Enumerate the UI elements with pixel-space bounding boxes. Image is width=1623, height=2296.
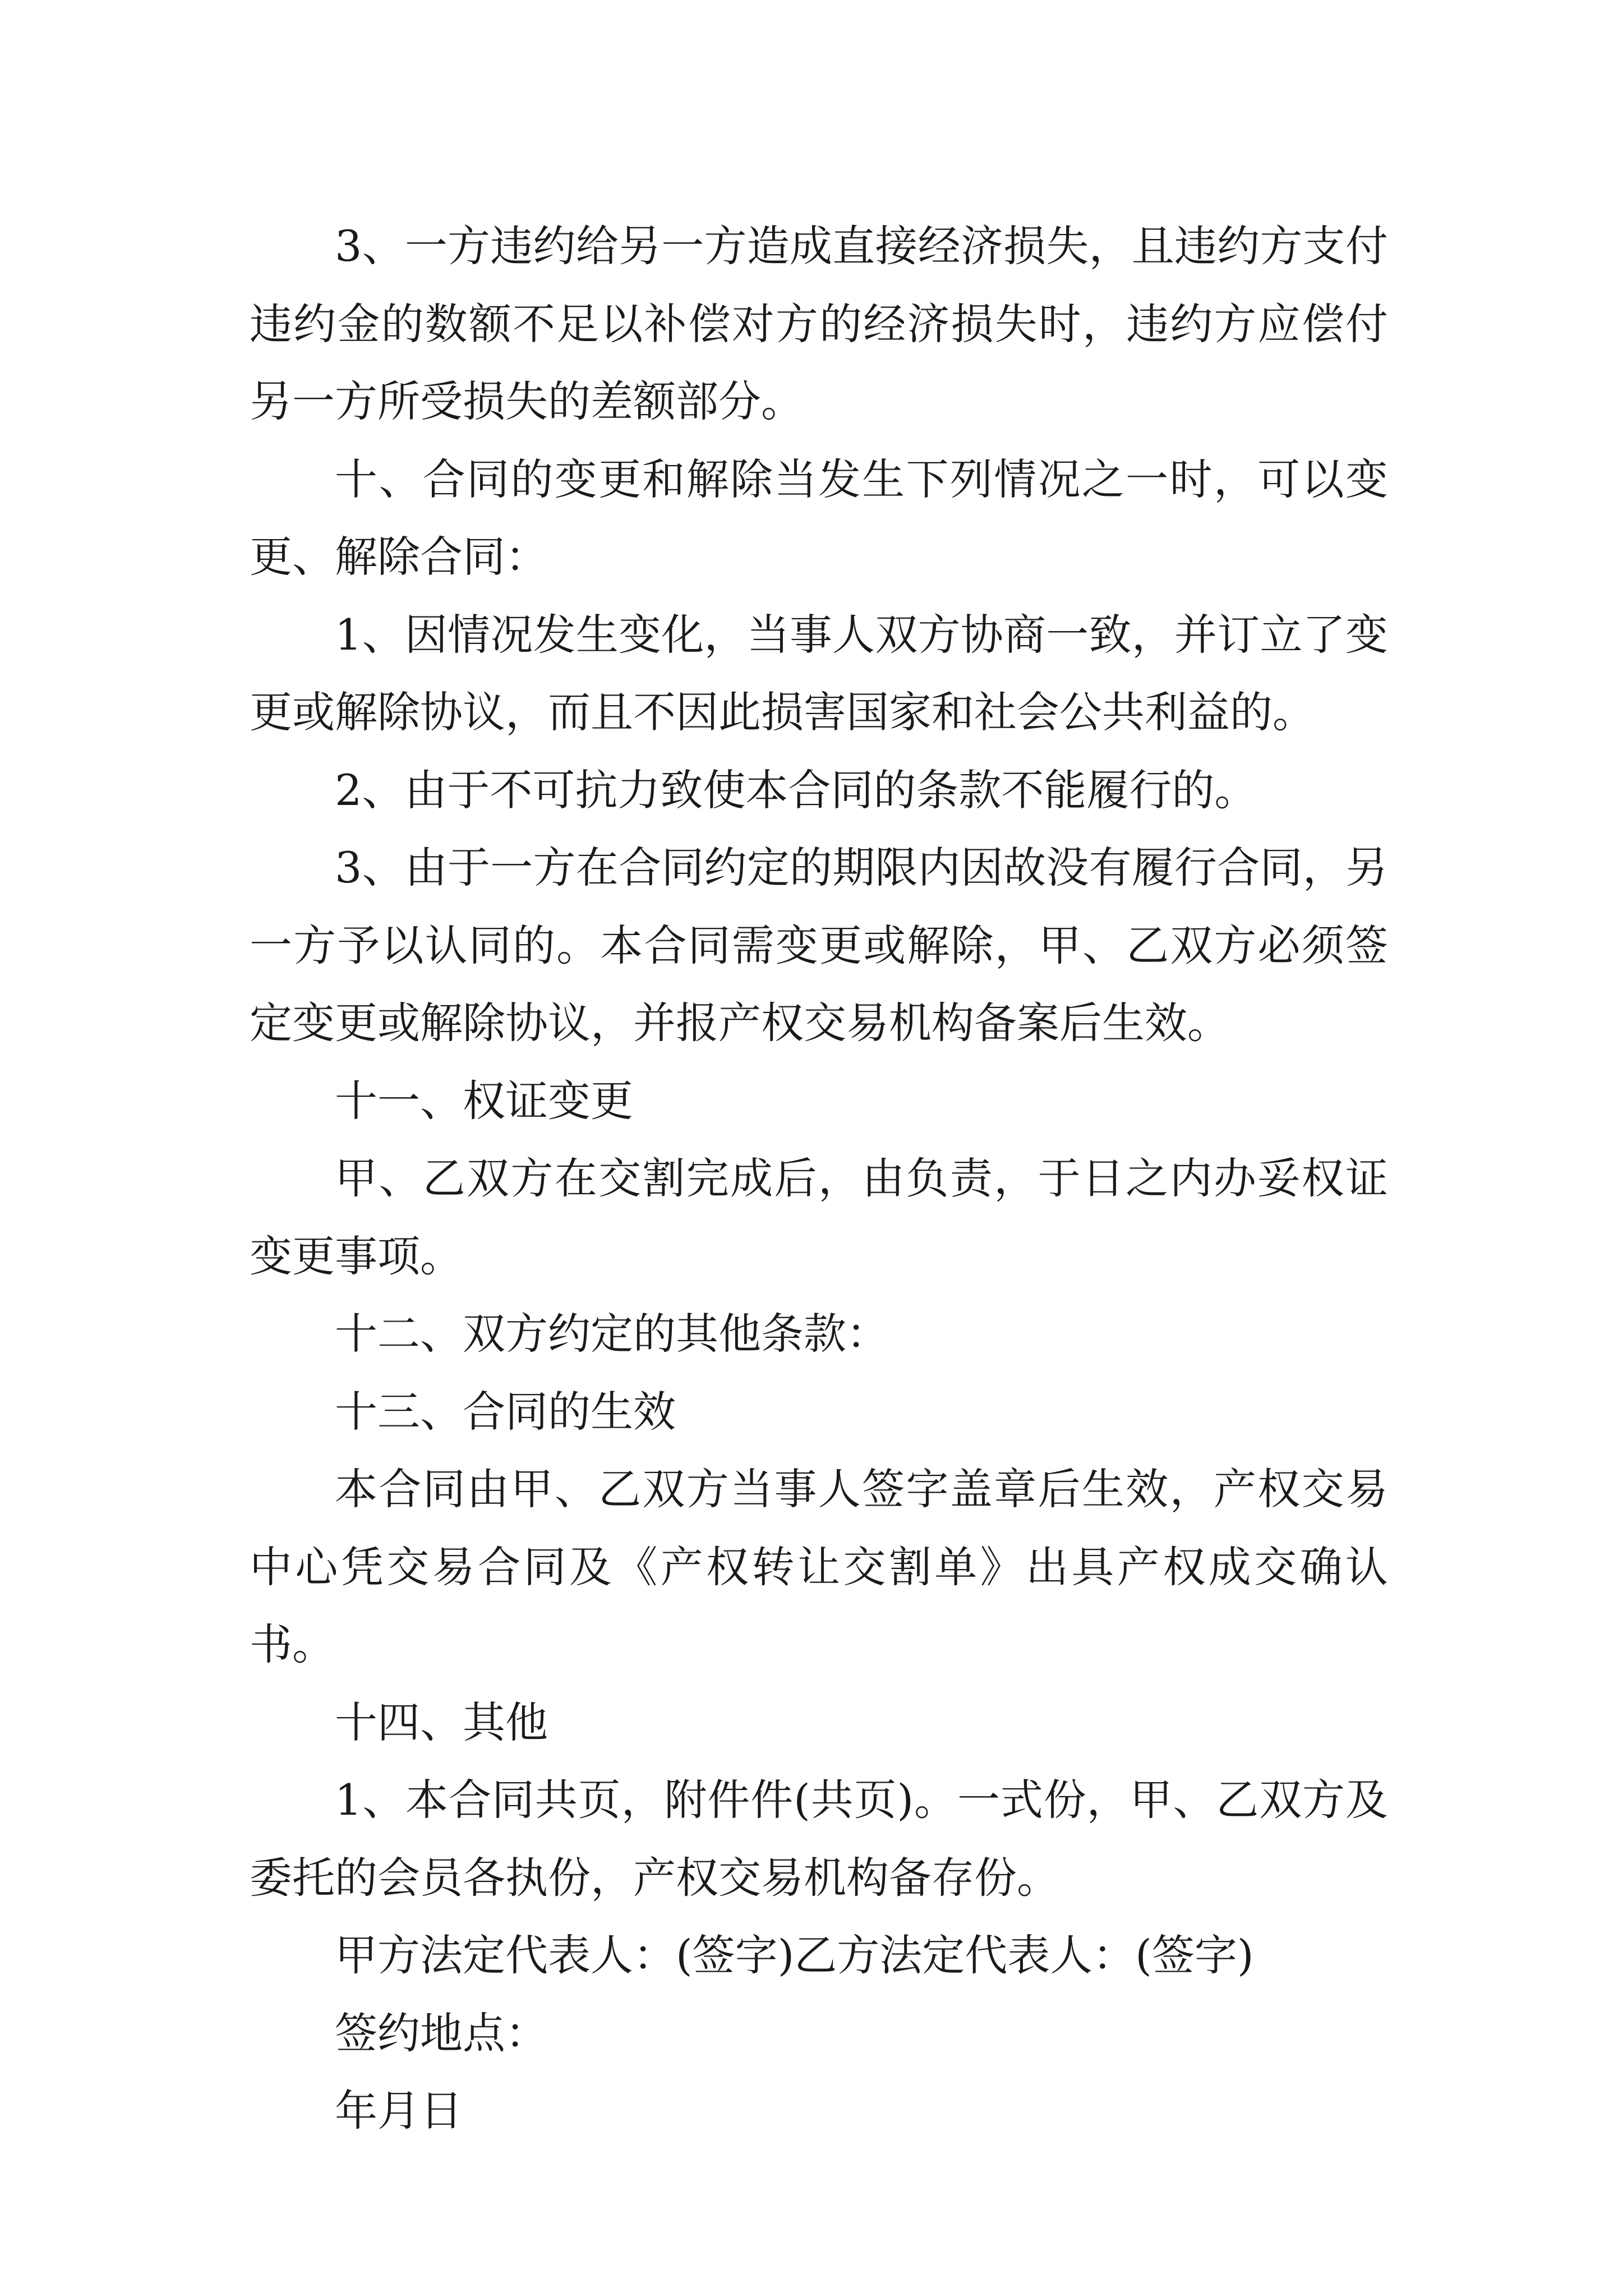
signature-line: 甲方法定代表人：(签字)乙方法定代表人：(签字): [335, 1930, 1254, 1980]
paragraph-section-11-heading: 十一、权证变更: [335, 1075, 633, 1126]
signing-date: 年月日: [335, 2086, 463, 2136]
paragraph-section-13-body: 本合同由甲、乙双方当事人签字盖章后生效，产权交易中心凭交易合同及《产权转让交割单》出具产权成交确认书。: [250, 1464, 1388, 1669]
paragraph-section-12-heading: 十二、双方约定的其他条款：: [335, 1309, 889, 1359]
paragraph-clause-9-3: 3、一方违约给另一方造成直接经济损失，且违约方支付违约金的数额不足以补偿对方的经济损失时，违约方应偿付另一方所受损失的差额部分。: [250, 221, 1388, 426]
paragraph-clause-10-3: 3、由于一方在合同约定的期限内因故没有履行合同，另一方予以认同的。本合同需变更或解除，甲、乙双方必须签定变更或解除协议，并报产权交易机构备案后生效。: [250, 843, 1388, 1048]
paragraph-section-13-heading: 十三、合同的生效: [335, 1386, 676, 1437]
paragraph-section-10-heading: 十、合同的变更和解除当发生下列情况之一时，可以变更、解除合同：: [250, 454, 1388, 582]
paragraph-clause-10-2: 2、由于不可抗力致使本合同的条款不能履行的。: [335, 765, 1257, 815]
signing-location: 签约地点：: [335, 2008, 548, 2058]
paragraph-section-14-heading: 十四、其他: [335, 1697, 548, 1747]
paragraph-clause-14-1: 1、本合同共页，附件件(共页)。一式份，甲、乙双方及委托的会员各执份，产权交易机构备存份。: [250, 1775, 1388, 1903]
document-body: [250, 208, 1388, 2150]
paragraph-section-11-body: 甲、乙双方在交割完成后，由负责，于日之内办妥权证变更事项。: [250, 1153, 1388, 1281]
paragraph-clause-10-1: 1、因情况发生变化，当事人双方协商一致，并订立了变更或解除协议，而且不因此损害国家和社会公共利益的。: [250, 609, 1388, 737]
